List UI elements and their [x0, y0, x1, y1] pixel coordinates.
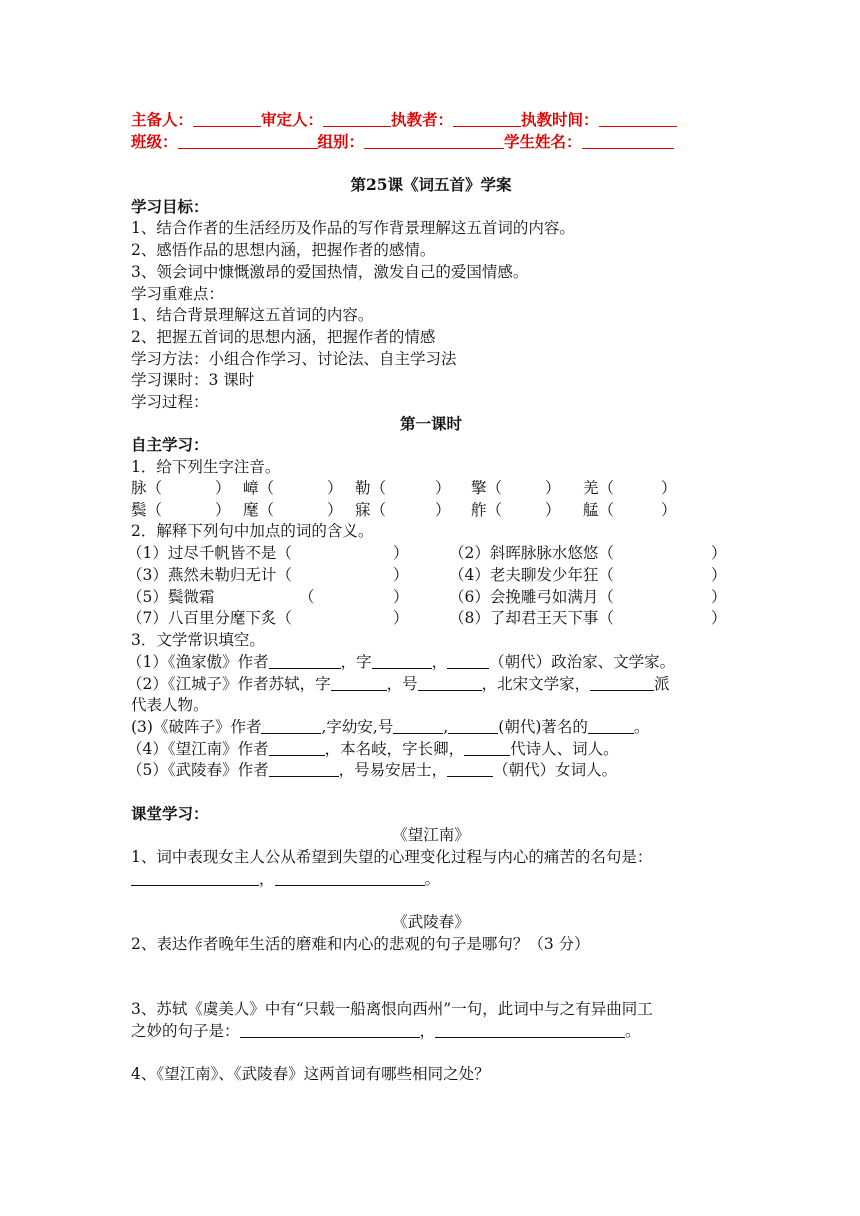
class-question-1-answer	[131, 867, 440, 889]
q2-item: （5）鬓微霜	[127, 588, 215, 606]
fill-blank[interactable]	[269, 739, 325, 756]
q2-item: （4）老夫聊发少年狂（	[449, 566, 614, 584]
q3-text: 。	[633, 718, 650, 736]
class-question-2: 2、表达作者晚年生活的磨难和内心的悲观的句子是哪句？（3 分）	[131, 935, 590, 953]
pinyin-bracket: ）	[435, 479, 451, 497]
q2-item: （7）八百里分麾下炙（	[127, 609, 292, 627]
pinyin-bracket: ）	[545, 479, 561, 497]
q3-text: （4）《望江南》作者	[127, 740, 269, 758]
q3-text: （2）《江城子》作者苏轼，字	[127, 675, 331, 693]
goal-item: 2、感悟作品的思想内涵，把握作者的感情。	[131, 241, 436, 259]
q2-bracket: ）	[393, 609, 409, 627]
pinyin-char: 羌（	[583, 479, 615, 497]
q3-text: 派	[654, 675, 670, 693]
pinyin-char: 艋（	[583, 501, 615, 519]
answer-blank[interactable]	[275, 869, 425, 886]
fill-blank[interactable]	[418, 674, 482, 691]
pinyin-char: 鬓（	[131, 501, 163, 519]
class-question-1: 1、词中表现女主人公从希望到失望的心理变化过程与内心的痛苦的名句是：	[131, 848, 653, 866]
q2-row	[127, 606, 731, 628]
q3-text: （5）《武陵春》作者	[127, 761, 269, 779]
fill-blank[interactable]	[269, 760, 339, 777]
q3-title: 3．文学常识填空。	[131, 631, 265, 649]
group-blank[interactable]	[364, 132, 504, 149]
q2-bracket: ）	[711, 544, 727, 562]
q3-line-5	[127, 758, 617, 780]
self-study-heading: 自主学习：	[131, 435, 209, 454]
study-hours: 学习课时：3 课时	[131, 371, 255, 389]
group-label: 组别：	[317, 132, 365, 151]
pinyin-char: 勒（	[355, 479, 387, 497]
pinyin-char: 擎（	[471, 479, 503, 497]
student-name-label: 学生姓名：	[504, 132, 582, 151]
q3-text: ,	[443, 718, 449, 736]
pinyin-char: 嶂（	[243, 479, 275, 497]
q2-row	[127, 585, 731, 607]
class-study-heading: 课堂学习：	[131, 804, 209, 823]
q3-text: ，	[431, 653, 448, 671]
answer-blank[interactable]	[435, 1021, 625, 1038]
class-blank[interactable]	[178, 132, 318, 149]
pinyin-bracket: ）	[435, 501, 451, 519]
keypoints-heading: 学习重难点：	[131, 285, 225, 303]
q2-bracket: ）	[711, 566, 727, 584]
q3-line-1	[127, 650, 675, 672]
pinyin-bracket: ）	[661, 479, 677, 497]
q2-item: （3）燕然未勒归无计（	[127, 566, 292, 584]
pinyin-row-2	[131, 498, 731, 520]
page-title: 第25课《词五首》学案	[350, 175, 512, 194]
goal-item: 1、结合作者的生活经历及作品的写作背景理解这五首词的内容。	[131, 219, 575, 237]
pinyin-char: 寐（	[355, 501, 387, 519]
q3-text: （朝代）女词人。	[493, 761, 618, 779]
class-question-4: 4、《望江南》、《武陵春》这两首词有哪些相同之处？	[131, 1065, 490, 1083]
q2-item: （8）了却君王天下事（	[449, 609, 614, 627]
answer-blank[interactable]	[240, 1021, 420, 1038]
class-question-3-answer	[131, 1019, 641, 1041]
pinyin-char: 麾（	[243, 501, 275, 519]
q2-row	[127, 541, 731, 563]
q3-line-2b: 代表人物。	[131, 696, 209, 714]
q2-title: 2．解释下列句中加点的词的含义。	[131, 522, 374, 540]
q3-text: ，北宋文学家，	[481, 675, 591, 693]
q3-text: （朝代）政治家、文学家。	[489, 653, 676, 671]
pinyin-bracket: ）	[545, 501, 561, 519]
q3-text: 之妙的句子是：	[131, 1022, 240, 1040]
q3-text: ，号	[386, 675, 418, 693]
fill-blank[interactable]	[448, 717, 498, 734]
teacher-label: 执教者：	[391, 110, 454, 129]
punct: ，	[259, 870, 275, 888]
q3-text: 代诗人、词人。	[510, 740, 619, 758]
punct: ，	[419, 1022, 436, 1040]
q2-bracket: ）	[393, 544, 409, 562]
pinyin-bracket: ）	[215, 479, 231, 497]
q3-text: ，字	[340, 653, 372, 671]
q3-line-4	[127, 737, 619, 759]
q3-text: (朝代)著名的	[498, 718, 588, 736]
class-label: 班级：	[131, 132, 178, 151]
goals-heading: 学习目标：	[131, 197, 209, 216]
q3-line-3	[131, 715, 649, 737]
fill-blank[interactable]	[447, 760, 493, 777]
pinyin-char: 脉（	[131, 479, 163, 497]
fill-blank[interactable]	[372, 652, 432, 669]
fill-blank[interactable]	[331, 674, 387, 691]
poem-title: 《武陵春》	[392, 913, 470, 931]
q2-item: （6）会挽雕弓如满月（	[449, 588, 614, 606]
q2-bracket: （	[299, 588, 315, 606]
reviewer-blank[interactable]	[323, 110, 391, 127]
pinyin-row-1	[131, 476, 731, 498]
pinyin-bracket: ）	[661, 501, 677, 519]
class-question-3: 3、苏轼《虞美人》中有“只载一船离恨向西州”一句，此词中与之有异曲同工	[131, 1000, 653, 1018]
q1-title: 1．给下列生字注音。	[131, 458, 281, 476]
q2-bracket: ）	[711, 588, 727, 606]
answer-blank[interactable]	[131, 869, 259, 886]
header-row-2	[131, 130, 674, 152]
fill-blank[interactable]	[588, 717, 634, 734]
lesson-one-heading: 第一课时	[399, 414, 462, 433]
fill-blank[interactable]	[269, 652, 341, 669]
q3-text: ，本名岐，字长卿，	[324, 740, 465, 758]
fill-blank[interactable]	[590, 674, 654, 691]
q3-text: ，号易安居士，	[338, 761, 448, 779]
poem-title: 《望江南》	[392, 826, 470, 844]
pinyin-bracket: ）	[215, 501, 231, 519]
preparer-label: 主备人：	[131, 110, 194, 129]
q3-text: (3)《破阵子》作者	[131, 718, 262, 736]
keypoint-item: 2、把握五首词的思想内涵，把握作者的情感	[131, 328, 436, 346]
q2-bracket: ）	[393, 588, 409, 606]
teacher-blank[interactable]	[453, 110, 521, 127]
teach-time-blank[interactable]	[599, 110, 677, 127]
q2-bracket: ）	[393, 566, 409, 584]
fill-blank[interactable]	[464, 739, 510, 756]
q2-row	[127, 563, 731, 585]
pinyin-bracket: ）	[327, 479, 343, 497]
study-method: 学习方法：小组合作学习、讨论法、自主学习法	[131, 350, 457, 368]
fill-blank[interactable]	[447, 652, 489, 669]
q2-item: （2）斜晖脉脉水悠悠（	[449, 544, 614, 562]
pinyin-bracket: ）	[327, 501, 343, 519]
q3-text: （1）《渔家傲》作者	[127, 653, 269, 671]
fill-blank[interactable]	[393, 717, 443, 734]
teach-time-label: 执教时间：	[521, 110, 599, 129]
study-process: 学习过程：	[131, 393, 209, 411]
q3-text: ,字幼安,号	[321, 718, 394, 736]
header-row-1	[131, 108, 677, 130]
reviewer-label: 审定人：	[261, 110, 324, 129]
punct: 。	[424, 870, 441, 888]
q3-line-2	[127, 672, 670, 694]
fill-blank[interactable]	[261, 717, 321, 734]
q2-bracket: ）	[711, 609, 727, 627]
punct: 。	[625, 1022, 641, 1040]
goal-item: 3、领会词中慷慨激昂的爱国热情，激发自己的爱国情感。	[131, 263, 529, 281]
q2-item: （1）过尽千帆皆不是（	[127, 544, 292, 562]
keypoint-item: 1、结合背景理解这五首词的内容。	[131, 306, 374, 324]
pinyin-char: 舴（	[471, 501, 503, 519]
student-name-blank[interactable]	[582, 132, 674, 149]
preparer-blank[interactable]	[193, 110, 261, 127]
